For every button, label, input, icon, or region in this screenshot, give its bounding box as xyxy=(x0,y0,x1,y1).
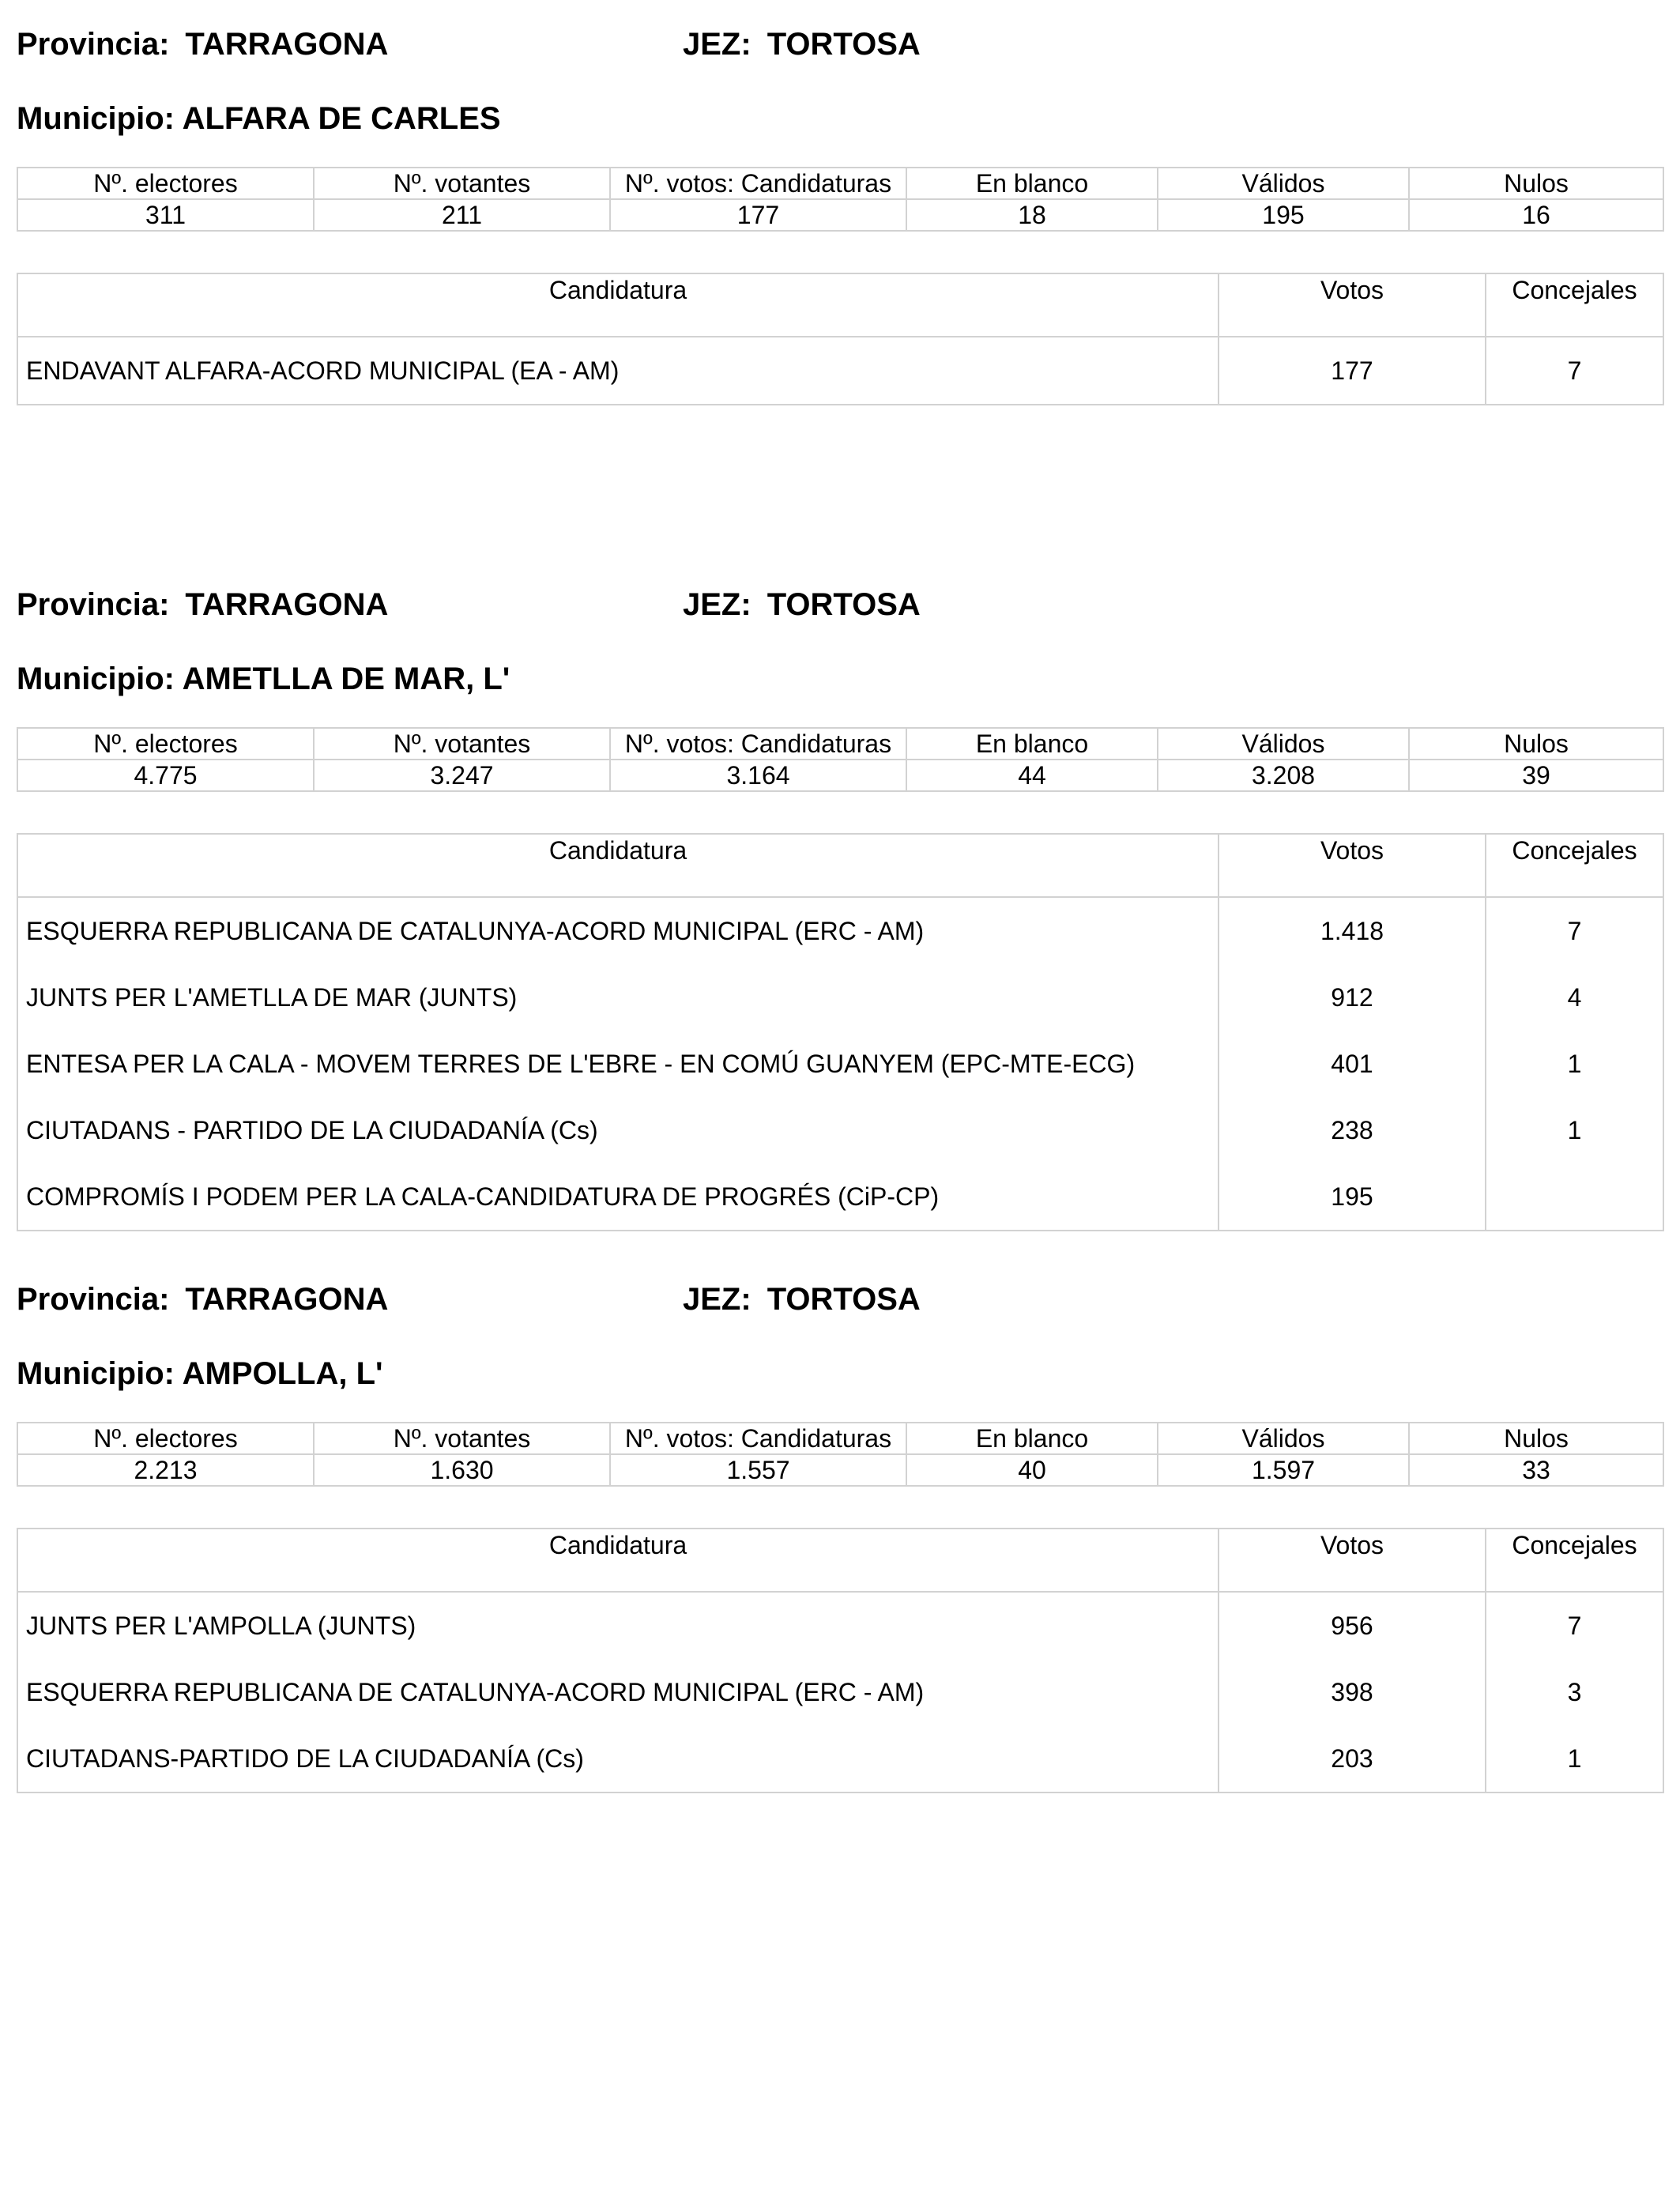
candidates-table xyxy=(17,273,1664,405)
municipio-heading xyxy=(17,1358,383,1389)
provincia-heading xyxy=(17,1284,388,1315)
candidate-name: ESQUERRA REPUBLICANA DE CATALUNYA-ACORD MUNICIPAL (ERC - AM) xyxy=(17,897,1219,964)
votos-header: Votos xyxy=(1219,834,1486,897)
jez-value: TORTOSA xyxy=(767,1282,921,1317)
candidate-votes: 177 xyxy=(1219,337,1486,405)
stats-header-row xyxy=(17,1423,1663,1454)
stat-header: Nº. votantes xyxy=(314,728,610,760)
stat-header: Nº. electores xyxy=(17,1423,314,1454)
stat-header: En blanco xyxy=(906,728,1158,760)
table-row xyxy=(17,1031,1663,1097)
municipio-label: Municipio: xyxy=(17,101,175,136)
stat-value: 39 xyxy=(1409,760,1663,791)
concejales-header: Concejales xyxy=(1486,834,1663,897)
jez-label: JEZ: xyxy=(683,1282,751,1317)
table-row xyxy=(17,337,1663,405)
candidate-seats: 1 xyxy=(1486,1031,1663,1097)
candidate-votes: 203 xyxy=(1219,1725,1486,1793)
candidates-header-row xyxy=(17,834,1663,897)
table-row xyxy=(17,897,1663,964)
stat-value: 4.775 xyxy=(17,760,314,791)
votos-header: Votos xyxy=(1219,1529,1486,1592)
candidate-seats: 7 xyxy=(1486,897,1663,964)
stats-value-row xyxy=(17,1454,1663,1486)
candidate-name: ESQUERRA REPUBLICANA DE CATALUNYA-ACORD MUNICIPAL (ERC - AM) xyxy=(17,1659,1219,1725)
stat-header: Nº. votantes xyxy=(314,168,610,199)
jez-label: JEZ: xyxy=(683,587,751,622)
candidate-seats: 4 xyxy=(1486,964,1663,1031)
candidate-name: JUNTS PER L'AMETLLA DE MAR (JUNTS) xyxy=(17,964,1219,1031)
provincia-label: Provincia: xyxy=(17,27,170,62)
jez-label: JEZ: xyxy=(683,27,751,62)
table-row xyxy=(17,1725,1663,1793)
concejales-header: Concejales xyxy=(1486,1529,1663,1592)
stat-value: 3.208 xyxy=(1158,760,1409,791)
table-row xyxy=(17,1659,1663,1725)
table-row xyxy=(17,1163,1663,1231)
municipio-value: AMPOLLA, L' xyxy=(182,1356,383,1391)
candidates-table xyxy=(17,1528,1664,1793)
jez-heading xyxy=(683,28,921,60)
candidate-seats: 7 xyxy=(1486,337,1663,405)
table-row xyxy=(17,1592,1663,1659)
table-row xyxy=(17,1097,1663,1163)
candidatura-header: Candidatura xyxy=(17,273,1219,337)
jez-heading xyxy=(683,589,921,620)
table-row xyxy=(17,964,1663,1031)
provincia-value: TARRAGONA xyxy=(185,587,389,622)
jez-heading xyxy=(683,1284,921,1315)
stat-value: 2.213 xyxy=(17,1454,314,1486)
stat-header: Nulos xyxy=(1409,168,1663,199)
candidate-name: CIUTADANS-PARTIDO DE LA CIUDADANÍA (Cs) xyxy=(17,1725,1219,1793)
municipio-value: AMETLLA DE MAR, L' xyxy=(182,662,510,696)
votos-header: Votos xyxy=(1219,273,1486,337)
candidate-seats: 3 xyxy=(1486,1659,1663,1725)
candidate-seats: 7 xyxy=(1486,1592,1663,1659)
provincia-label: Provincia: xyxy=(17,587,170,622)
stats-header-row xyxy=(17,728,1663,760)
provincia-value: TARRAGONA xyxy=(185,27,389,62)
candidate-votes: 398 xyxy=(1219,1659,1486,1725)
stat-header: En blanco xyxy=(906,1423,1158,1454)
stats-table xyxy=(17,167,1664,232)
stat-value: 3.164 xyxy=(610,760,906,791)
jez-value: TORTOSA xyxy=(767,587,921,622)
stat-header: Nº. electores xyxy=(17,728,314,760)
candidate-name: JUNTS PER L'AMPOLLA (JUNTS) xyxy=(17,1592,1219,1659)
municipio-label: Municipio: xyxy=(17,1356,175,1391)
candidate-votes: 1.418 xyxy=(1219,897,1486,964)
provincia-heading xyxy=(17,589,388,620)
stat-value: 311 xyxy=(17,199,314,231)
stats-table xyxy=(17,1422,1664,1487)
candidate-name: COMPROMÍS I PODEM PER LA CALA-CANDIDATURA DE PROGRÉS (CiP-CP) xyxy=(17,1163,1219,1231)
candidate-seats: 1 xyxy=(1486,1725,1663,1793)
candidate-name: ENTESA PER LA CALA - MOVEM TERRES DE L'EBRE - EN COMÚ GUANYEM (EPC-MTE-ECG) xyxy=(17,1031,1219,1097)
municipio-heading xyxy=(17,103,501,134)
stat-value: 3.247 xyxy=(314,760,610,791)
stat-value: 195 xyxy=(1158,199,1409,231)
stat-value: 16 xyxy=(1409,199,1663,231)
stat-header: Válidos xyxy=(1158,728,1409,760)
stat-header: Nº. votos: Candidaturas xyxy=(610,728,906,760)
stat-value: 44 xyxy=(906,760,1158,791)
candidate-name: ENDAVANT ALFARA-ACORD MUNICIPAL (EA - AM) xyxy=(17,337,1219,405)
stat-value: 33 xyxy=(1409,1454,1663,1486)
stat-header: En blanco xyxy=(906,168,1158,199)
candidate-votes: 401 xyxy=(1219,1031,1486,1097)
candidates-header-row xyxy=(17,1529,1663,1592)
candidate-name: CIUTADANS - PARTIDO DE LA CIUDADANÍA (Cs) xyxy=(17,1097,1219,1163)
municipio-heading xyxy=(17,663,510,695)
candidate-votes: 956 xyxy=(1219,1592,1486,1659)
candidates-table xyxy=(17,833,1664,1231)
candidate-votes: 195 xyxy=(1219,1163,1486,1231)
stats-header-row xyxy=(17,168,1663,199)
candidates-header-row xyxy=(17,273,1663,337)
stat-header: Nº. electores xyxy=(17,168,314,199)
stat-value: 1.557 xyxy=(610,1454,906,1486)
stat-header: Válidos xyxy=(1158,168,1409,199)
candidatura-header: Candidatura xyxy=(17,834,1219,897)
concejales-header: Concejales xyxy=(1486,273,1663,337)
stat-value: 40 xyxy=(906,1454,1158,1486)
municipio-value: ALFARA DE CARLES xyxy=(182,101,501,136)
stat-header: Nulos xyxy=(1409,728,1663,760)
stat-header: Nº. votos: Candidaturas xyxy=(610,1423,906,1454)
stat-header: Nº. votantes xyxy=(314,1423,610,1454)
jez-value: TORTOSA xyxy=(767,27,921,62)
stat-value: 1.597 xyxy=(1158,1454,1409,1486)
stat-value: 18 xyxy=(906,199,1158,231)
candidate-seats xyxy=(1486,1163,1663,1231)
municipio-label: Municipio: xyxy=(17,662,175,696)
provincia-value: TARRAGONA xyxy=(185,1282,389,1317)
candidate-seats: 1 xyxy=(1486,1097,1663,1163)
stats-value-row xyxy=(17,760,1663,791)
stat-value: 177 xyxy=(610,199,906,231)
stats-table xyxy=(17,727,1664,792)
provincia-label: Provincia: xyxy=(17,1282,170,1317)
candidate-votes: 912 xyxy=(1219,964,1486,1031)
candidate-votes: 238 xyxy=(1219,1097,1486,1163)
stat-header: Válidos xyxy=(1158,1423,1409,1454)
stat-value: 1.630 xyxy=(314,1454,610,1486)
stat-header: Nº. votos: Candidaturas xyxy=(610,168,906,199)
stat-header: Nulos xyxy=(1409,1423,1663,1454)
candidatura-header: Candidatura xyxy=(17,1529,1219,1592)
provincia-heading xyxy=(17,28,388,60)
stat-value: 211 xyxy=(314,199,610,231)
stats-value-row xyxy=(17,199,1663,231)
